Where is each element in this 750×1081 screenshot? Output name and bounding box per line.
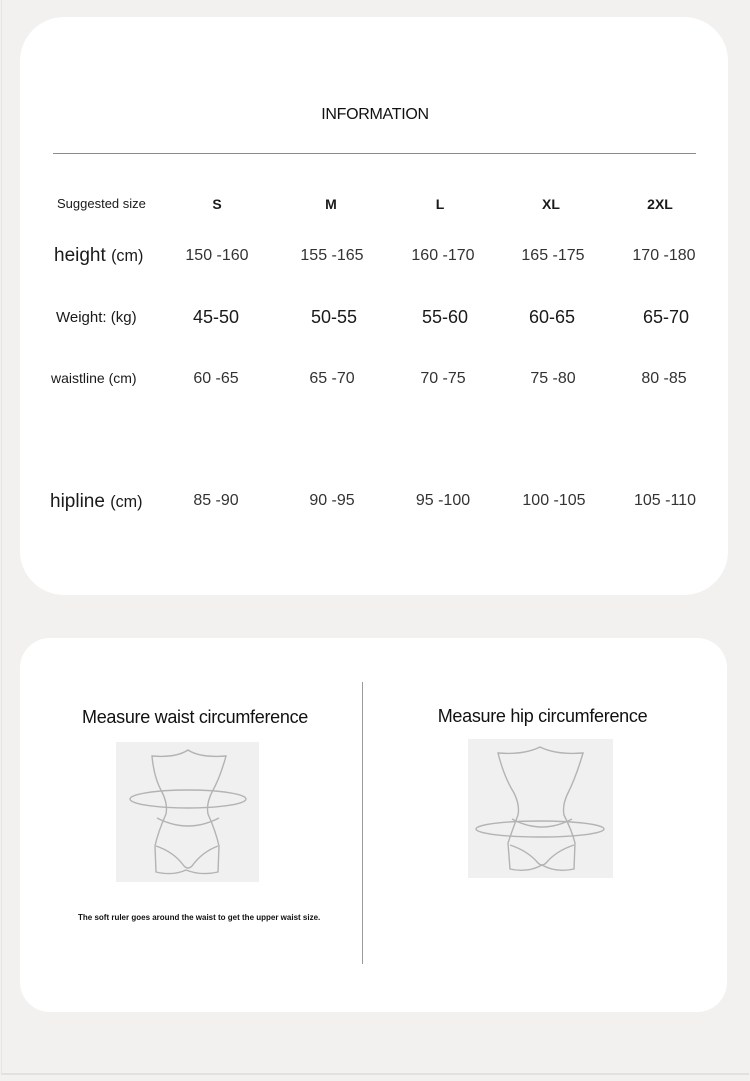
hip-m: 90 -95 <box>309 492 355 509</box>
size-s: S <box>212 196 222 212</box>
hip-measure-figure-icon <box>468 739 613 878</box>
suggested-size-label: Suggested size <box>57 196 146 211</box>
waist-measure-caption: The soft ruler goes around the waist to get the upper waist size. <box>78 913 321 922</box>
height-s: 150 -160 <box>185 247 249 264</box>
weight-s: 45-50 <box>192 307 240 327</box>
size-l: L <box>435 196 445 212</box>
weight-l: 55-60 <box>421 307 469 327</box>
weight-label: Weight: (kg) <box>56 309 137 326</box>
size-header-row <box>0 196 750 226</box>
height-label: height (cm) <box>54 245 144 266</box>
height-m: 155 -165 <box>300 247 364 264</box>
weight-xl: 60-65 <box>528 307 576 327</box>
waist-measure-title: Measure waist circumference <box>82 707 308 727</box>
hip-measure-title: Measure hip circumference <box>437 706 648 726</box>
hip-s: 85 -90 <box>193 492 239 509</box>
weight-2xl: 65-70 <box>642 307 690 327</box>
waistline-label: waistline (cm) <box>51 370 137 386</box>
height-2xl: 170 -180 <box>632 247 696 264</box>
hip-xl: 100 -105 <box>522 492 586 509</box>
section-title: INFORMATION <box>321 106 429 123</box>
waist-2xl: 80 -85 <box>641 370 687 387</box>
title-divider <box>53 153 696 154</box>
hipline-label: hipline (cm) <box>50 491 143 512</box>
size-2xl: 2XL <box>647 196 673 212</box>
waist-measure-figure-icon <box>116 742 259 882</box>
waistline-row <box>0 370 750 400</box>
waist-m: 65 -70 <box>309 370 355 387</box>
hip-l: 95 -100 <box>415 492 471 509</box>
waist-xl: 75 -80 <box>530 370 576 387</box>
hipline-row <box>0 491 750 521</box>
hip-2xl: 105 -110 <box>634 492 696 509</box>
height-xl: 165 -175 <box>521 247 585 264</box>
size-xl: XL <box>542 196 560 212</box>
height-l: 160 -170 <box>411 247 475 264</box>
column-divider <box>362 682 363 964</box>
waist-s: 60 -65 <box>193 370 239 387</box>
size-m: M <box>325 196 337 212</box>
weight-m: 50-55 <box>310 307 358 327</box>
height-row <box>0 245 750 275</box>
weight-row <box>0 307 750 337</box>
waist-l: 70 -75 <box>420 370 466 387</box>
